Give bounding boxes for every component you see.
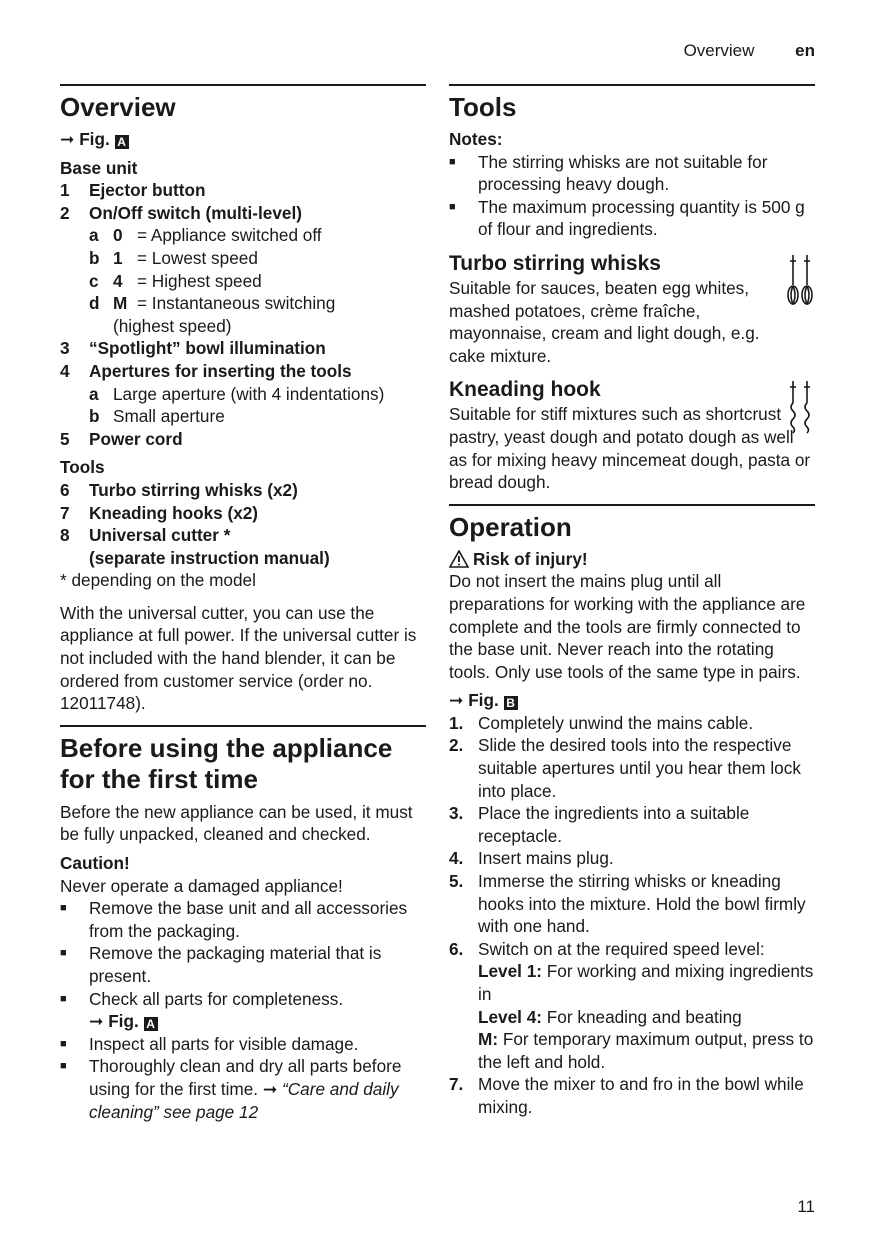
arrow-right-icon: ➞ [60,129,75,149]
cross-reference: “Care and daily cleaning” see page 12 [89,1078,399,1122]
base-unit-heading: Base unit [60,157,138,178]
level-label: M: [478,1029,499,1050]
arrow-right-icon: ➞ [449,690,464,711]
warning-heading: Risk of injury! [449,548,815,571]
bullet-square-icon: ■ [60,902,67,915]
list-item: 7 Kneading hooks (x2) [60,502,259,523]
hook-heading: Kneading hook [449,378,601,402]
bullet-square-icon: ■ [449,155,456,168]
list-item: 6 Turbo stirring whisks (x2) [60,479,298,500]
fig-letter: A [115,135,129,149]
list-item: 2 On/Off switch (multi-level) [60,202,302,223]
divider [60,84,426,86]
fig-letter: A [144,1017,158,1031]
left-column [60,84,426,1123]
whisks-section [449,251,815,367]
fig-reference: ➞ Fig. A [60,128,426,151]
fig-letter: B [504,696,518,710]
aperture-item: a Large aperture (with 4 indentations) [89,383,385,404]
level-label: Level 1: [478,961,543,982]
caution-text: Never operate a damaged appliance! [60,875,343,896]
warning-text: Do not insert the mains plug until all preparations for working with the appliance are complete and the tools are firmly connected to the base unit. Never reach into the rotating tools. Only use tools of the same type in pairs. [449,571,806,682]
step-item: 7. Move the mixer to and fro in the bowl while mixing. [449,1074,804,1117]
divider [449,84,815,86]
level-label: Level 4: [478,1006,543,1027]
tools-title: Tools [449,92,517,122]
warning-triangle-icon [449,550,469,568]
bullet-square-icon: ■ [60,1060,67,1073]
list-item-continued: (separate instruction manual) [89,547,330,568]
list-item: 1 Ejector button [60,180,206,201]
kneading-hook-icon [785,381,815,437]
whisk-icon [785,255,815,305]
step-item: 6. Switch on at the required speed level: Level 1: For working and mixing ingredients in Level 4: For kneading and beating M: For temporary maximum output, press to the left and hold. [449,938,814,1072]
whisks-heading: Turbo stirring whisks [449,251,661,275]
fig-reference: ➞ Fig. A [60,1010,426,1033]
header-language: en [795,41,815,60]
aperture-item: b Small aperture [89,406,225,427]
bullet-item: ■ The stirring whisks are not suitable for processing heavy dough. [449,151,768,195]
whisks-text: Suitable for sauces, beaten egg whites, mashed potatoes, crème fraîche, mayonnaise, cream and light dough, e.g. cake mixture. [449,277,760,366]
list-item: 5 Power cord [60,428,183,449]
bullet-square-icon: ■ [60,947,67,960]
switch-setting: a 0 = Appliance switched off [89,225,322,246]
footnote: * depending on the model [60,570,256,591]
page-header [684,40,815,63]
header-section: Overview [683,41,755,60]
cutter-paragraph: With the universal cutter, you can use the appliance at full power. If the universal cutter is not included with the hand blender, it can be ordered from customer service (order no. 12011748). [60,602,417,714]
step-item: 2. Slide the desired tools into the respective suitable apertures until you hear them lock into place. [449,735,801,801]
bullet-item: ■ The maximum processing quantity is 500 g of flour and ingredients. [449,196,805,240]
page-number: 11 [797,1197,815,1216]
list-item: 4 Apertures for inserting the tools [60,360,352,381]
divider [449,504,815,506]
bullet-square-icon: ■ [60,1037,67,1050]
switch-setting: b 1 = Lowest speed [89,247,258,268]
list-item: 3 “Spotlight” bowl illumination [60,338,326,359]
list-item: 8 Universal cutter * [60,525,231,546]
fig-reference: ➞ Fig. B [449,689,815,712]
bullet-square-icon: ■ [449,200,456,213]
switch-setting-continued: (highest speed) [113,315,232,336]
caution-heading: Caution! [60,853,130,874]
switch-setting: c 4 = Highest speed [89,270,262,291]
switch-setting: d M = Instantaneous switching [89,293,336,314]
bullet-item: ■ Remove the base unit and all accessories from the packaging. [60,898,408,941]
operation-title: Operation [449,511,572,542]
step-item: 3. Place the ingredients into a suitable receptacle. [449,803,750,846]
step-item: 1. Completely unwind the mains cable. [449,712,754,733]
tools-heading: Tools [60,457,105,478]
bullet-item: ■ Inspect all parts for visible damage. [60,1033,359,1054]
step-item: 4. Insert mains plug. [449,848,614,869]
arrow-right-icon: ➞ [89,1011,104,1032]
notes-heading: Notes: [449,129,503,149]
hook-text: Suitable for stiff mixtures such as shortcrust pastry, yeast dough and potato dough as well as for mixing heavy mincemeat dough, pasta or bread dough. [449,404,811,493]
bullet-item: ■ Check all parts for completeness. [60,988,344,1009]
bullet-item: ■ Remove the packaging material that is present. [60,943,382,986]
right-column [449,84,815,1119]
hook-section [449,377,815,493]
arrow-right-icon: ➞ [262,1078,278,1099]
divider [60,725,426,727]
before-use-intro: Before the new appliance can be used, it must be fully unpacked, cleaned and checked. [60,801,413,845]
overview-title: Overview [60,92,176,122]
bullet-square-icon: ■ [60,992,67,1005]
before-use-title: Before using the appliance for the first time [60,732,393,794]
step-item: 5. Immerse the stirring whisks or kneading hooks into the mixture. Hold the bowl firmly with one hand. [449,871,806,937]
bullet-item: ■ Thoroughly clean and dry all parts before using for the first time. ➞ “Care and daily cleaning” see page 12 [60,1056,402,1122]
